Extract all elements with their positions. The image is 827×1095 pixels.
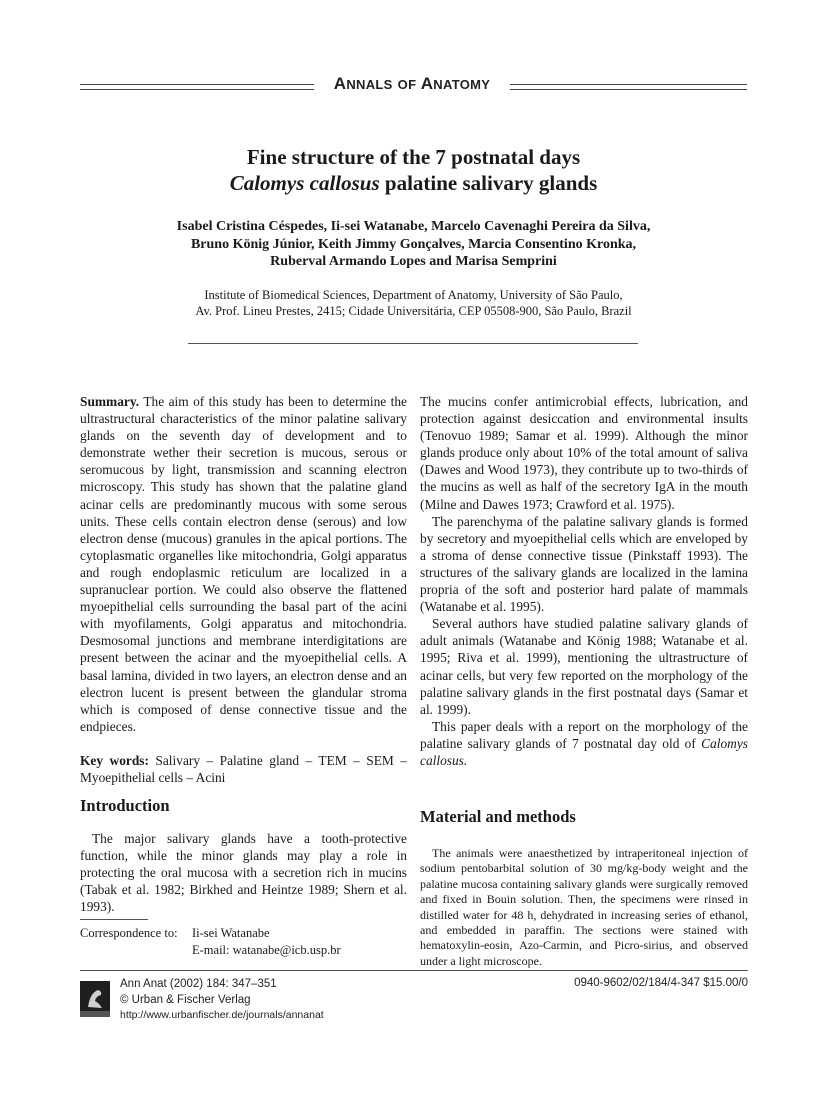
introduction-paragraph: The major salivary glands have a tooth-protective function, while the minor glands may play a role in protecting the oral mucosa with a secretion rich in mucins (Tabak et al. 1982; Birkhed and Heintze 1989; Shern et al. 1993). — [80, 831, 407, 915]
author-list — [150, 218, 677, 271]
keywords-paragraph: Key words: Salivary – Palatine gland – TEM – SEM – Myoepithelial cells – Acini — [80, 752, 407, 785]
header-rule-right — [510, 84, 747, 90]
header-rule-left — [80, 84, 314, 90]
affiliation-line: Institute of Biomedical Sciences, Department of Anatomy, University of São Paulo, — [204, 288, 623, 302]
summary-block — [80, 393, 407, 786]
body-paragraph: The mucins confer antimicrobial effects, lubrication, and protection against desiccation and environmental insults (Tenovuo 1989; Samar et al. 1999). Although the minor glands produce only about 10% of the total amount of saliva (Dawes and Wood 1973), they contribute up to two-thirds of the mucins as well as half of the secretory IgA in the mouth (Milne and Dawes 1973; Crawford et al. 1975). — [420, 394, 748, 512]
footer-citation-block — [120, 977, 324, 1024]
summary-label: Summary. — [80, 394, 140, 409]
body-paragraph: Several authors have studied palatine salivary glands of adult animals (Watanabe and König 1988; Watanabe et al. 1995; Riva et al. 1999), mentioning the ultrastructure of acinar cells, but very few reported on the morphology of the palatine salivary glands in the first postnatal days (Samar et al. 1999). — [420, 616, 748, 717]
body-paragraph: The parenchyma of the palatine salivary glands is formed by secretory and myoepithelial cells which are enveloped by a stroma of dense connective tissue (Pinkstaff 1993). The structures of the salivary glands are localized in the lamina propria of the soft and posterior hard palate of mammals (Watanabe et al. 1995). — [420, 513, 748, 615]
publisher: © Urban & Fischer Verlag — [120, 993, 251, 1006]
journal-url[interactable]: http://www.urbanfischer.de/journals/annanat — [120, 1009, 324, 1021]
methods-heading: Material and methods — [420, 807, 576, 826]
citation: Ann Anat (2002) 184: 347–351 — [120, 978, 277, 990]
introduction-heading-block — [80, 797, 407, 814]
author-line: Bruno König Júnior, Keith Jimmy Gonçalves, Marcia Consentino Kronka, — [190, 236, 637, 252]
title-divider — [188, 343, 638, 344]
footnote-rule — [80, 919, 148, 920]
author-line: Isabel Cristina Céspedes, Ii-sei Watanabe, Marcelo Cavenaghi Pereira da Silva, — [176, 219, 651, 234]
keywords-label: Key words: — [80, 752, 149, 768]
methods-paragraph: The animals were anaesthetized by intraperitoneal injection of sodium pentobarbital solution of 30 mg/kg-body weight and the palatine mucosa containing salivary glands were surgically removed and fixed in Bouin solution. Then, the specimens were rinsed in distilled water for 48 h, dehydrated in increasing series of ethanol, and embedded in paraffin. The sections were stained with hematoxylin-eosin, Azo-Carmin, and Picro-sirius, and observed under a light microscope. — [420, 846, 749, 968]
footer-rule — [80, 970, 748, 971]
article-title — [90, 144, 737, 196]
affiliation — [150, 287, 677, 319]
introduction-block — [80, 830, 407, 915]
article-code: 0940-9602/02/184/4-347 $15.00/0 — [574, 977, 748, 989]
methods-block — [420, 846, 748, 969]
correspondence-email: E-mail: watanabe@icb.usp.br — [192, 943, 341, 957]
body-paragraph: This paper deals with a report on the morphology of the palatine salivary glands of 7 postnatal day old of Calomys callosus. — [420, 718, 748, 768]
title-line-1: Fine structure of the 7 postnatal days — [246, 145, 581, 169]
correspondence: Correspondence to: Ii-sei Watanabe E-mail: watanabe@icb.usp.br — [80, 926, 341, 957]
methods-heading-block — [420, 808, 748, 825]
publisher-logo-icon — [80, 981, 110, 1017]
right-column — [420, 393, 748, 769]
affiliation-line: Av. Prof. Lineu Prestes, 2415; Cidade Universitária, CEP 05508-900, São Paulo, Brazil — [195, 304, 632, 318]
title-line-2: Calomys callosus palatine salivary glands — [229, 171, 598, 195]
summary-paragraph: Summary. The aim of this study has been to determine the ultrastructural characteristics of the minor palatine salivary glands on the seventh day of development and to demonstrate wether their secretion is mucous, serous or seromucous by light, transmission and scanning electron microscopy. This study has shown that the palatine gland acinar cells are predominantly mucous with some serous units. These cells contain electron dense (serous) and low electron dense (mucous) granules in the apical portions. The cytoplasmatic organelles like mitochondria, Golgi apparatus and rough endoplasmic reticulum are localized in a supranuclear portion. We could also observe the flattened myoepithelial cells surrounding the basal part of the acini with myofilaments, Golgi apparatus and mitochondria. Desmosomal junctions and membrane interdigitations are present between the acinar and the myoepithelial cells. A basal lamina, divided in two layers, an electron dense and an electron lucent is present between the glandular stroma which is composed of dense connective tissue and the endpieces. — [80, 394, 407, 734]
introduction-heading: Introduction — [80, 796, 170, 815]
author-line: Ruberval Armando Lopes and Marisa Semprini — [270, 254, 557, 269]
journal-name: ANNALS OF ANATOMY — [333, 74, 491, 93]
